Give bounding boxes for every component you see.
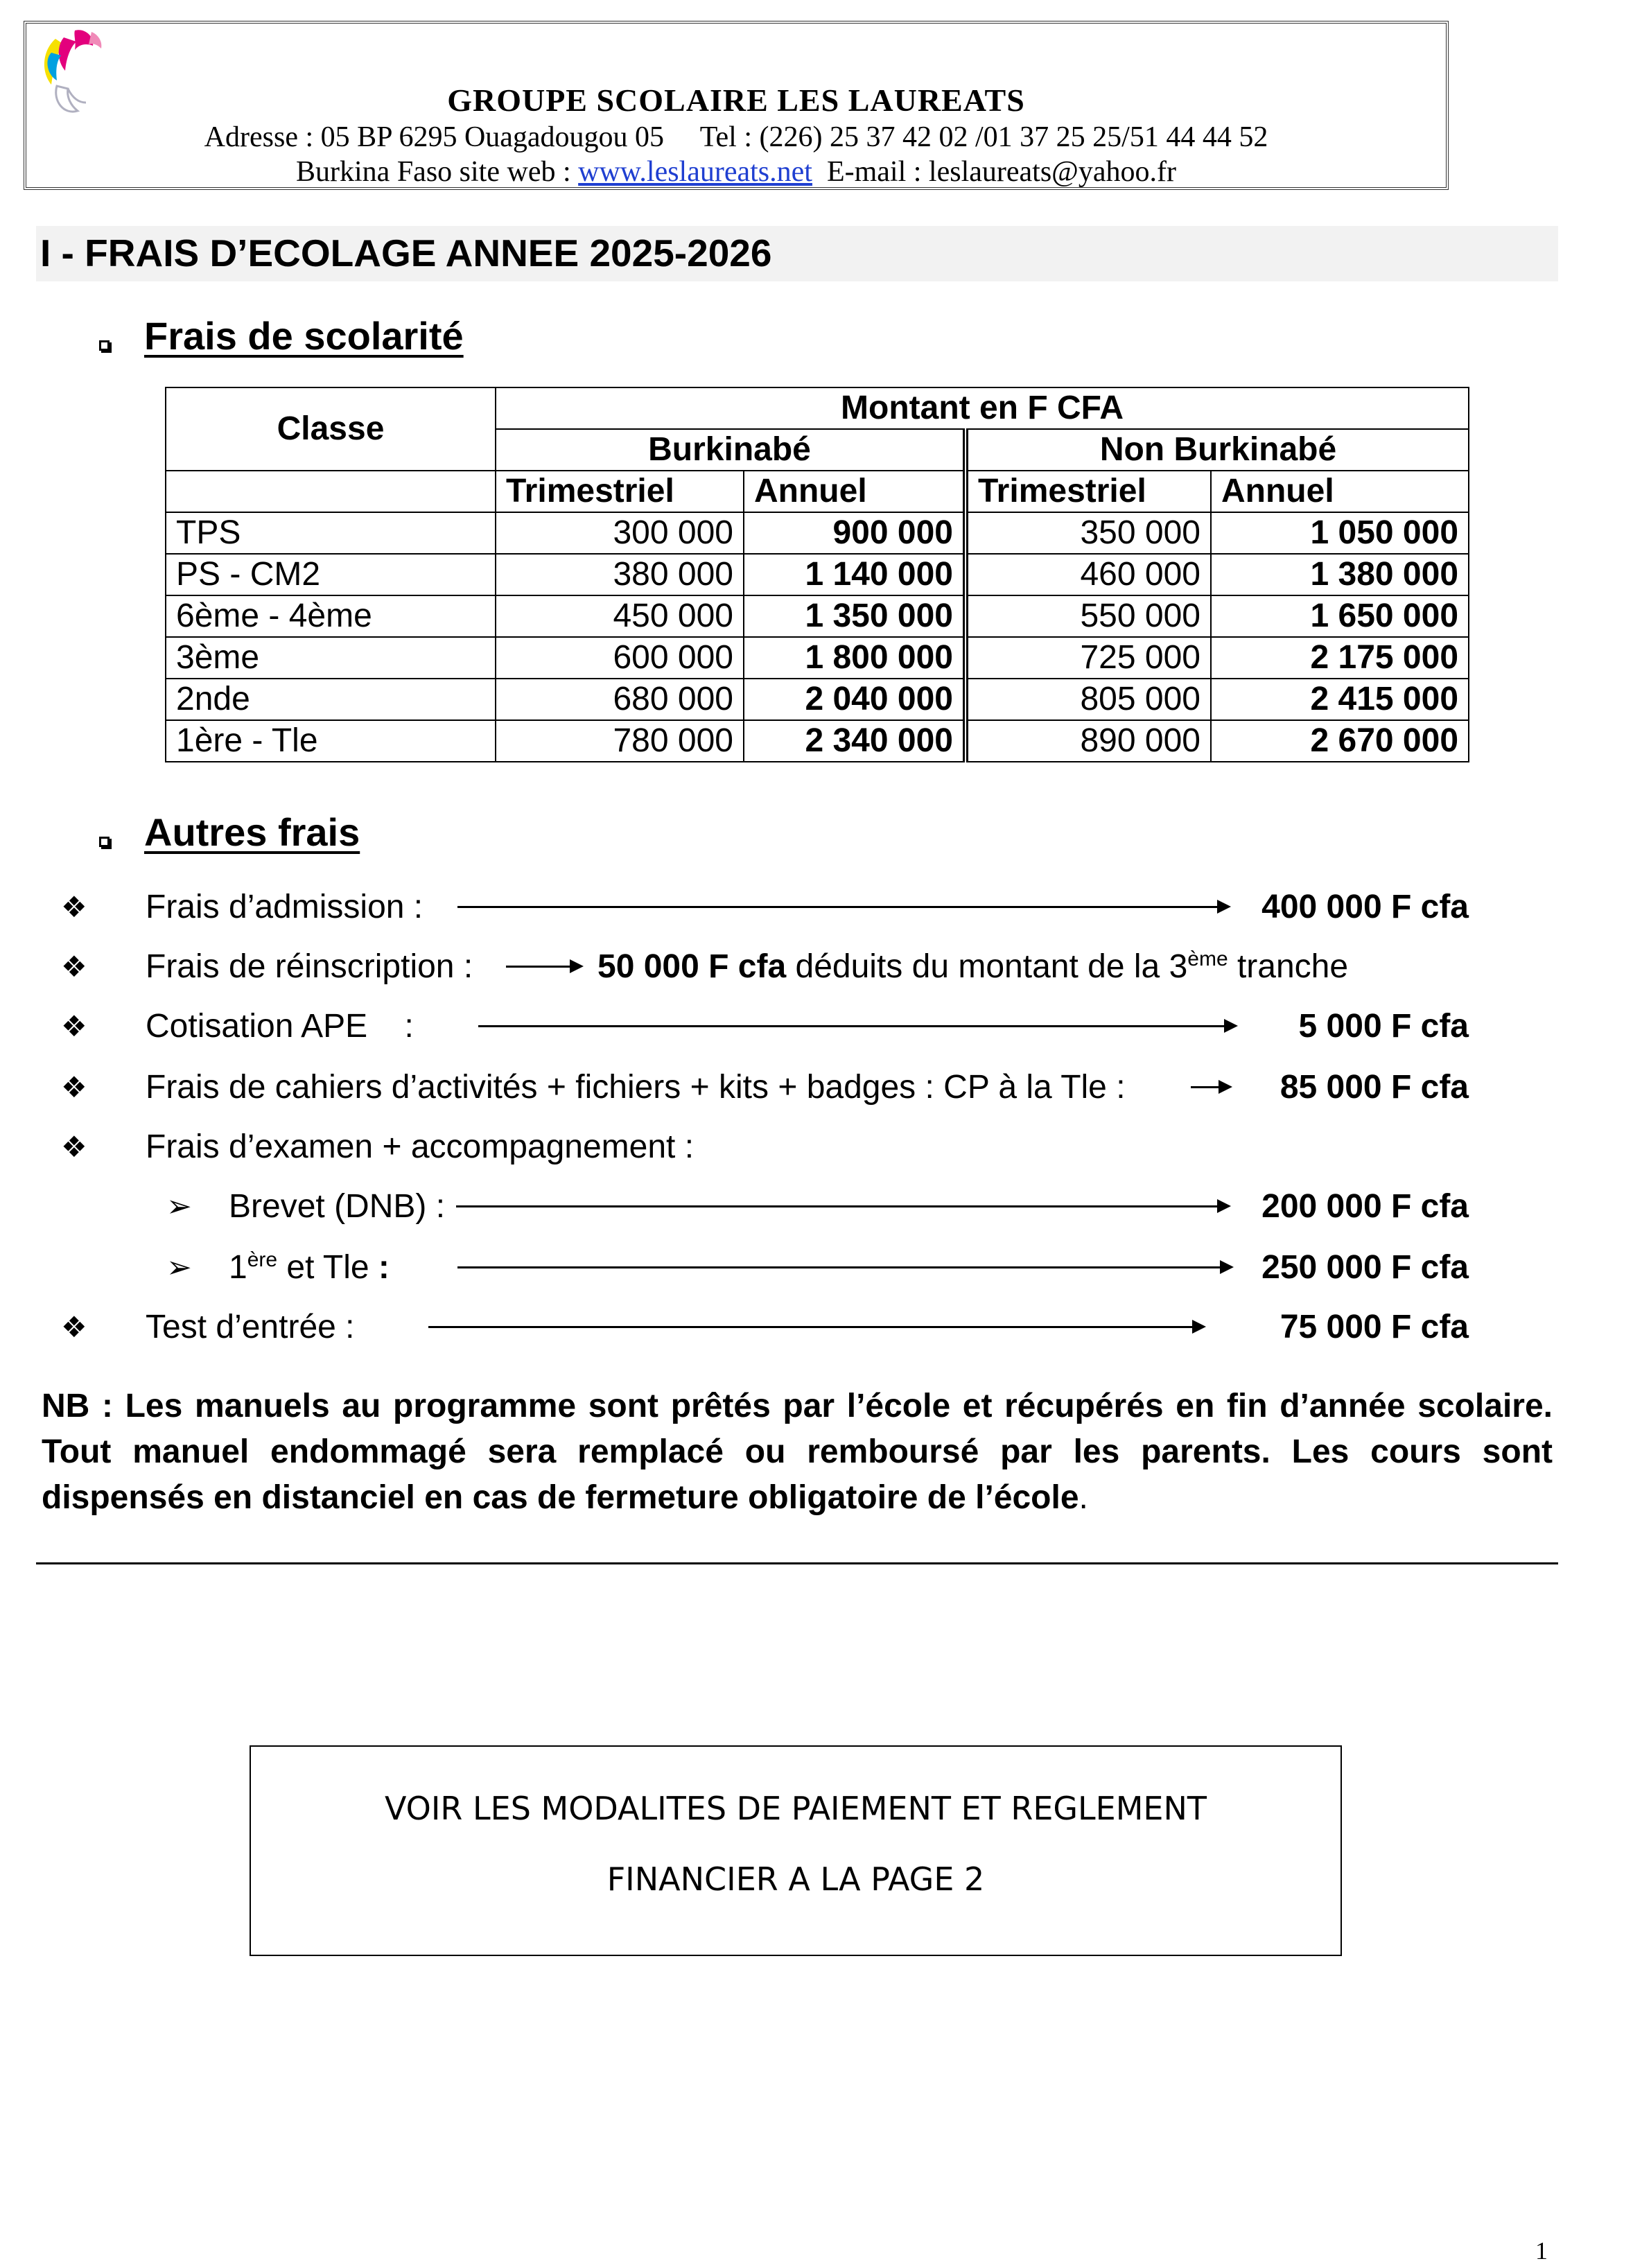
fee-item-reinscription [0, 943, 1633, 991]
table-row [166, 554, 1469, 595]
cell-classe: PS - CM2 [166, 554, 496, 595]
cell-non-burkinabe-trimestriel: 890 000 [966, 720, 1211, 762]
school-web-email [26, 155, 1446, 189]
cell-non-burkinabe-annuel: 1 380 000 [1211, 554, 1469, 595]
cell-classe: 2nde [166, 679, 496, 720]
col-non-burkinabe-header: Non Burkinabé [966, 429, 1469, 471]
fee-amount: 85 000 F cfa [1280, 1069, 1469, 1106]
cell-non-burkinabe-annuel: 1 050 000 [1211, 512, 1469, 554]
arrow-icon [457, 1266, 1231, 1268]
email-text: E-mail : leslaureats@yahoo.fr [812, 156, 1176, 188]
cell-classe: 1ère - Tle [166, 720, 496, 762]
fee-label: Frais de réinscription : [146, 948, 473, 985]
cell-classe: 6ème - 4ème [166, 595, 496, 637]
cell-classe: TPS [166, 512, 496, 554]
col-classe-header: Classe [166, 387, 496, 471]
school-address [26, 121, 1446, 154]
fee-amount: 50 000 F cfa [597, 948, 787, 985]
notice-line-2: FINANCIER A LA PAGE 2 [606, 1860, 985, 1898]
fee-amount: 5 000 F cfa [1298, 1008, 1469, 1045]
diamond-bullet-icon: ❖ [61, 1070, 87, 1104]
col-annuel-header: Annuel [1211, 471, 1469, 512]
school-logo-icon [36, 25, 112, 122]
fee-label: Frais d’examen + accompagnement : [146, 1128, 695, 1165]
fee-label: Test d’entrée : [146, 1309, 355, 1345]
other-fees-heading: Autres frais [144, 810, 360, 854]
arrow-icon [457, 906, 1228, 908]
reinscription-note: déduits du montant de la 3 [786, 948, 1188, 985]
col-burkinabe-header: Burkinabé [496, 429, 966, 471]
fee-amount: 250 000 F cfa [1261, 1249, 1469, 1286]
cell-burkinabe-annuel: 2 340 000 [744, 720, 966, 762]
reinscription-detail [597, 943, 1348, 991]
cell-non-burkinabe-trimestriel: 805 000 [966, 679, 1211, 720]
diamond-bullet-icon: ❖ [61, 890, 87, 924]
arrow-icon [478, 1025, 1235, 1027]
fee-item-ape [0, 1002, 1633, 1051]
cell-burkinabe-annuel: 1 800 000 [744, 637, 966, 679]
fee-amount: 200 000 F cfa [1261, 1188, 1469, 1225]
cell-burkinabe-trimestriel: 680 000 [496, 679, 744, 720]
cell-burkinabe-annuel: 1 140 000 [744, 554, 966, 595]
fee-label: Cotisation APE : [146, 1008, 414, 1045]
arrow-icon [456, 1205, 1228, 1207]
col-classe-spacer [166, 471, 496, 512]
payment-notice-box [250, 1745, 1342, 1956]
fee-item-examen [0, 1123, 1633, 1171]
cell-non-burkinabe-trimestriel: 350 000 [966, 512, 1211, 554]
table-row [166, 595, 1469, 637]
premiere-number: 1 [229, 1249, 247, 1286]
fee-item-cahiers [0, 1063, 1633, 1112]
cell-burkinabe-trimestriel: 600 000 [496, 637, 744, 679]
arrowhead-bullet-icon: ➢ [166, 1250, 192, 1285]
cell-non-burkinabe-trimestriel: 550 000 [966, 595, 1211, 637]
fee-amount: 75 000 F cfa [1280, 1309, 1469, 1345]
nb-text: Les manuels au programme sont prêtés par l’école et récupérés en fin d’année scolaire. Tout manuel endommagé sera remplacé ou remboursé par les parents. Les cours sont dispensés en distanciel en cas de fermeture obligatoire de l’école [42, 1388, 1553, 1516]
square-bullet-icon [99, 340, 110, 351]
arrow-icon [428, 1326, 1203, 1328]
premiere-text: et Tle [277, 1249, 378, 1286]
superscript: ère [247, 1248, 278, 1271]
web-prefix: Burkina Faso site web : [296, 156, 579, 188]
fee-item-premiere-tle [0, 1244, 1633, 1292]
divider [36, 1562, 1558, 1564]
cell-burkinabe-trimestriel: 780 000 [496, 720, 744, 762]
website-link[interactable]: www.leslaureats.net [578, 156, 812, 188]
table-row [166, 720, 1469, 762]
fee-item-test [0, 1303, 1633, 1352]
cell-burkinabe-trimestriel: 380 000 [496, 554, 744, 595]
diamond-bullet-icon: ❖ [61, 950, 87, 984]
arrow-icon [506, 966, 581, 968]
nb-end: . [1079, 1479, 1088, 1516]
fee-label: Frais de cahiers d’activités + fichiers + kits + badges : CP à la Tle : [146, 1069, 1126, 1106]
cell-non-burkinabe-annuel: 2 415 000 [1211, 679, 1469, 720]
table-row [166, 637, 1469, 679]
table-header-row [166, 387, 1469, 429]
cell-classe: 3ème [166, 637, 496, 679]
cell-burkinabe-trimestriel: 450 000 [496, 595, 744, 637]
tuition-table [165, 387, 1469, 762]
diamond-bullet-icon: ❖ [61, 1130, 87, 1164]
cell-non-burkinabe-annuel: 2 670 000 [1211, 720, 1469, 762]
col-montant-header: Montant en F CFA [496, 387, 1469, 429]
table-header-row [166, 471, 1469, 512]
diamond-bullet-icon: ❖ [61, 1009, 87, 1043]
col-annuel-header: Annuel [744, 471, 966, 512]
header-box [24, 21, 1449, 190]
fee-item-brevet [0, 1183, 1633, 1231]
premiere-colon: : [378, 1249, 390, 1286]
reinscription-note-end: tranche [1228, 948, 1349, 985]
col-trimestriel-header: Trimestriel [496, 471, 744, 512]
page-number: 1 [1535, 2237, 1548, 2265]
cell-non-burkinabe-annuel: 1 650 000 [1211, 595, 1469, 637]
cell-non-burkinabe-trimestriel: 725 000 [966, 637, 1211, 679]
fee-label [229, 1244, 390, 1292]
school-name: GROUPE SCOLAIRE LES LAUREATS [447, 82, 1025, 118]
col-trimestriel-header: Trimestriel [966, 471, 1211, 512]
square-bullet-icon [99, 837, 110, 847]
cell-non-burkinabe-trimestriel: 460 000 [966, 554, 1211, 595]
cell-burkinabe-annuel: 1 350 000 [744, 595, 966, 637]
arrowhead-bullet-icon: ➢ [166, 1189, 192, 1224]
superscript: ème [1187, 948, 1228, 970]
cell-burkinabe-trimestriel: 300 000 [496, 512, 744, 554]
nb-paragraph [42, 1384, 1553, 1521]
cell-burkinabe-annuel: 900 000 [744, 512, 966, 554]
fee-label: Brevet (DNB) : [229, 1188, 446, 1225]
table-row [166, 512, 1469, 554]
diamond-bullet-icon: ❖ [61, 1310, 87, 1344]
tuition-heading: Frais de scolarité [144, 314, 464, 358]
section-title: I - FRAIS D’ECOLAGE ANNEE 2025-2026 [40, 232, 772, 274]
table-row [166, 679, 1469, 720]
address-text: Adresse : 05 BP 6295 Ouagadougou 05 Tel : (226) 25 37 42 02 /01 37 25 25/51 44 44 52 [204, 121, 1268, 153]
arrow-icon [1191, 1086, 1230, 1088]
nb-prefix: NB : [42, 1388, 125, 1424]
fee-amount: 400 000 F cfa [1261, 889, 1469, 925]
cell-non-burkinabe-annuel: 2 175 000 [1211, 637, 1469, 679]
cell-burkinabe-annuel: 2 040 000 [744, 679, 966, 720]
fee-label: Frais d’admission : [146, 889, 423, 925]
notice-line-1: VOIR LES MODALITES DE PAIEMENT ET REGLEMENT [385, 1790, 1207, 1827]
fee-item-admission [0, 883, 1633, 932]
